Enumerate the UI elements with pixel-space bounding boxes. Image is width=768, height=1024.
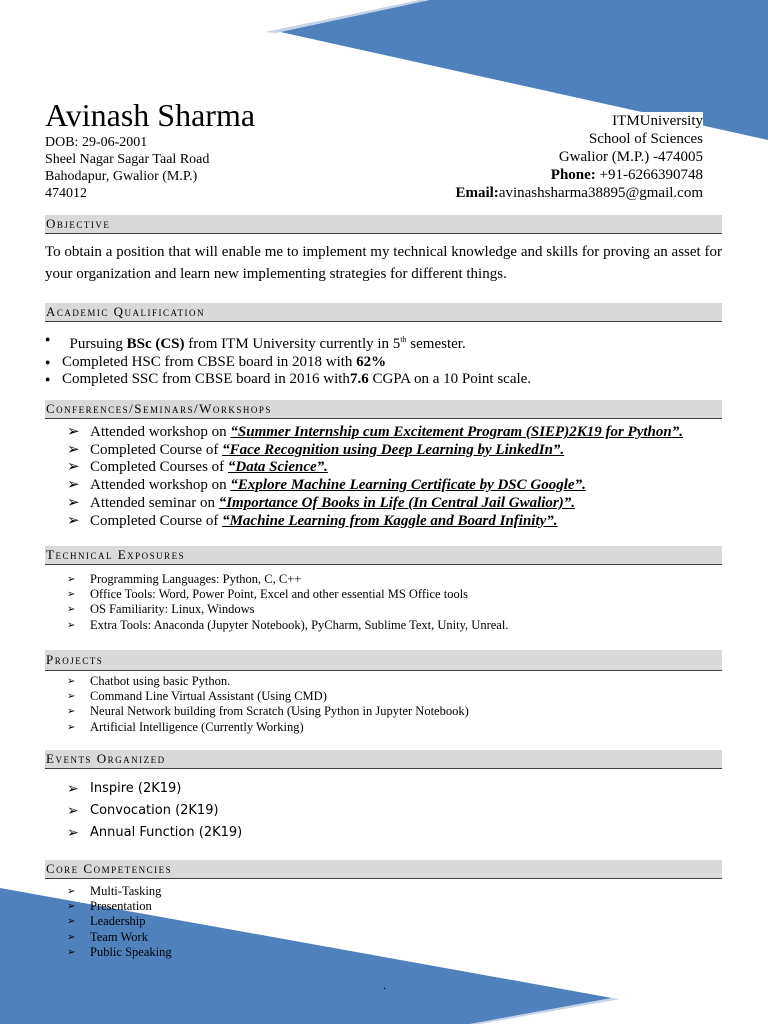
- projects-list: [45, 674, 469, 735]
- section-title: Core Competencies: [46, 861, 173, 876]
- list-item: ➢ Completed Course of “Machine Learning from Kaggle and Board Infinity”.: [67, 512, 558, 529]
- list-item: ➢ OS Familiarity: Linux, Windows: [67, 602, 255, 617]
- list-item: ➢ Completed Course of “Face Recognition using Deep Learning by LinkedIn”.: [67, 441, 565, 458]
- list-item: ➢ Office Tools: Word, Power Point, Excel and other essential MS Office tools: [67, 587, 469, 602]
- section-technical: [45, 546, 722, 565]
- arrow-icon: ➢: [67, 721, 76, 733]
- arrow-icon: ➢: [67, 691, 76, 703]
- arrow-icon: ➢: [67, 574, 76, 585]
- arrow-icon: ➢: [67, 512, 80, 529]
- arrow-icon: ➢: [67, 901, 76, 913]
- events-list: [45, 778, 242, 844]
- phone-label: Phone:: [550, 167, 596, 183]
- arrow-icon: ➢: [67, 441, 80, 458]
- address-line-2: Bahodapur, Gwalior (M.P.): [45, 169, 198, 184]
- list-item: ➢ Extra Tools: Anaconda (Jupyter Notebook), PyCharm, Sublime Text, Unity, Unreal.: [67, 617, 509, 632]
- school: School of Sciences: [588, 131, 703, 147]
- list-item: ➢ Command Line Virtual Assistant (Using CMD): [67, 689, 327, 704]
- list-item: ➢ Annual Function (2K19): [45, 822, 242, 844]
- list-item: ➢ Artificial Intelligence (Currently Working): [67, 719, 304, 734]
- section-competencies: [45, 860, 722, 879]
- arrow-icon: ➢: [67, 459, 80, 476]
- email-label: Email:: [455, 185, 499, 201]
- arrow-icon: ➢: [67, 604, 76, 616]
- arrow-icon: ➢: [67, 825, 79, 841]
- list-item: ➢ Attended workshop on “Summer Internship cum Excitement Program (SIEP)2K19 for Python”.: [67, 424, 683, 440]
- city: Gwalior (M.P.) -474005: [558, 149, 703, 165]
- list-item: ● Completed HSC from CBSE board in 2018 with 62%: [45, 354, 531, 372]
- arrow-icon: ➢: [67, 619, 76, 631]
- section-events: [45, 750, 722, 769]
- section-title: Objective: [46, 216, 111, 231]
- arrow-icon: ➢: [67, 931, 76, 943]
- academic-list: [45, 331, 531, 389]
- list-item: ➢ Public Speaking: [67, 944, 172, 959]
- arrow-icon: ➢: [67, 494, 80, 511]
- section-title: Conferences/Seminars/Workshops: [46, 401, 272, 416]
- arrow-icon: ➢: [67, 676, 76, 687]
- address-line-1: Sheel Nagar Sagar Taal Road: [45, 152, 210, 167]
- footer-dot: .: [383, 978, 386, 992]
- contact-info: [449, 112, 703, 202]
- arrow-icon: ➢: [67, 886, 76, 897]
- arrow-icon: ➢: [67, 916, 76, 928]
- section-title: Academic Qualification: [46, 304, 206, 319]
- university: ITMUniversity: [612, 113, 703, 129]
- arrow-icon: ➢: [67, 946, 76, 958]
- section-title: Technical Exposures: [46, 547, 186, 562]
- list-item: ● Completed SSC from CBSE board in 2016 with7.6 CGPA on a 10 Point scale.: [45, 371, 531, 389]
- arrow-icon: ➢: [67, 781, 79, 797]
- section-projects: [45, 650, 722, 671]
- arrow-icon: ➢: [67, 477, 80, 494]
- arrow-icon: ➢: [67, 706, 76, 718]
- dob: DOB: 29-06-2001: [45, 135, 148, 150]
- arrow-icon: ➢: [67, 589, 76, 601]
- email: [455, 184, 703, 202]
- list-item: ➢ Neural Network building from Scratch (Using Python in Jupyter Notebook): [67, 704, 469, 719]
- objective-text: To obtain a position that will enable me to implement my technical knowledge and skills for proving an asset for your organization and learn new implementing strategies for different things.: [45, 244, 722, 282]
- list-item: ➢ Inspire (2K19): [45, 778, 242, 800]
- conferences-list: [45, 424, 683, 530]
- arrow-icon: ➢: [67, 424, 80, 440]
- arrow-icon: ➢: [67, 803, 79, 819]
- personal-info: [45, 134, 209, 202]
- list-item: ➢ Programming Languages: Python, C, C++: [67, 572, 302, 586]
- list-item: ● Pursuing BSc (CS) from ITM University currently in 5th semester.: [45, 331, 531, 354]
- technical-list: [45, 572, 508, 633]
- phone-value: +91-6266390748: [595, 167, 703, 183]
- competencies-list: [45, 884, 172, 960]
- candidate-name: Avinash Sharma: [45, 97, 256, 133]
- section-academic: [45, 303, 722, 322]
- phone: [455, 166, 703, 184]
- section-conferences: [45, 400, 722, 419]
- email-value: avinashsharma38895@gmail.com: [498, 185, 703, 201]
- list-item: ➢ Attended workshop on “Explore Machine Learning Certificate by DSC Google”.: [67, 477, 586, 494]
- section-objective: [45, 215, 722, 234]
- list-item: ➢ Chatbot using basic Python.: [67, 674, 231, 688]
- list-item: ➢ Attended seminar on “Importance Of Books in Life (In Central Jail Gwalior)”.: [67, 494, 575, 511]
- list-item: ➢ Multi-Tasking: [67, 884, 162, 898]
- list-item: ➢ Leadership: [67, 914, 146, 929]
- list-item: ➢ Completed Courses of “Data Science”.: [67, 459, 328, 476]
- section-title: Events Organized: [46, 751, 166, 766]
- section-title: Projects: [46, 652, 104, 667]
- list-item: ➢ Convocation (2K19): [45, 800, 242, 822]
- list-item: ➢ Team Work: [67, 929, 148, 944]
- list-item: ➢ Presentation: [67, 899, 152, 914]
- address-line-3: 474012: [45, 186, 87, 201]
